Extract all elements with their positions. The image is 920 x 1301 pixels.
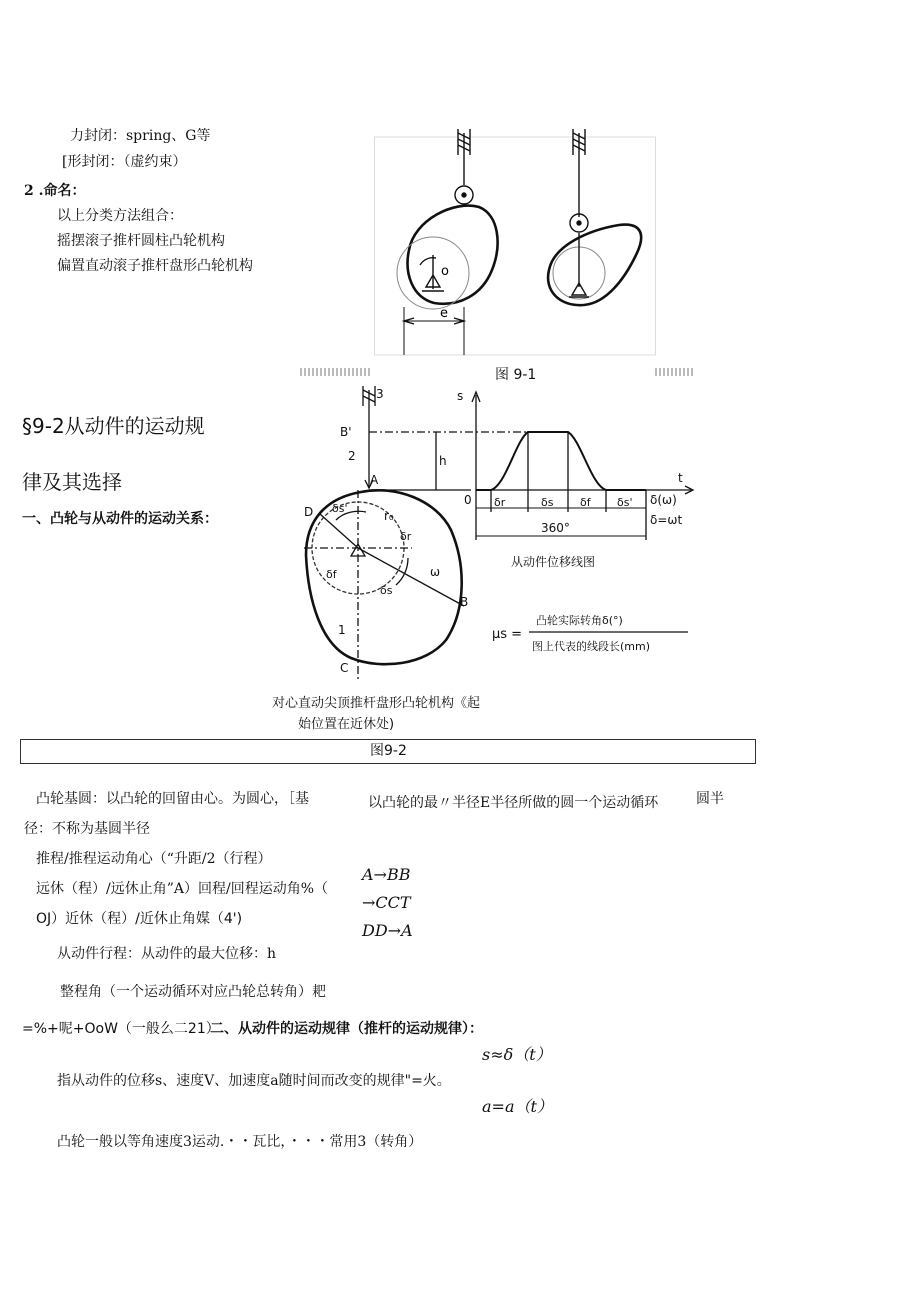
base-circle-line-d: 径：不称为基圆半径: [24, 821, 150, 837]
label-delta-s-prime: δs': [332, 502, 348, 515]
mu-s-label: μs =: [492, 627, 523, 642]
far-dwell-line: 远休（程）/远休止角”A）回程/回程运动角%（: [36, 881, 329, 897]
figure-9-2-caption-line2: 始位置在近休处): [298, 717, 395, 732]
graph-delta-s: δs: [541, 496, 554, 509]
subsection-2-heading: 二、从动件的运动规律（推杆的运动规律）：: [210, 1021, 483, 1037]
graph-delta-s-prime: δs': [617, 496, 633, 509]
section-heading-part2: 律及其选择: [22, 470, 122, 494]
label-delta-r: δr: [400, 530, 412, 543]
label-2: 2: [348, 449, 356, 463]
label-3: 3: [376, 387, 384, 401]
label-b: B: [460, 595, 469, 609]
label-r0: r₀: [384, 509, 394, 523]
figure-9-2-caption-box: [20, 739, 756, 764]
label-c: C: [340, 661, 349, 675]
caption-rule-left: [300, 368, 370, 376]
figure-9-1-drawing: [374, 125, 656, 357]
example-line-1: 摇摆滚子推杆圆柱凸轮机构: [57, 233, 225, 249]
label-o: o: [441, 264, 449, 279]
mu-denominator: 图上代表的线段长(mm): [532, 640, 651, 653]
formula-dd-a: DD→A: [362, 921, 413, 940]
label-delta-f: δf: [326, 568, 337, 581]
label-delta-eq: δ=ωt: [650, 513, 683, 527]
base-circle-line-a: 凸轮基圆：以凸轮的回留由心。为圆心，［基: [36, 791, 309, 807]
example-line-2: 偏置直动滚子推杆盘形凸轮机构: [57, 258, 253, 274]
near-dwell-line: OJ）近休（程）/近休止角媒（4'): [36, 911, 243, 927]
figure-9-2-drawing: [296, 380, 716, 685]
naming-heading: 2 .命名：: [24, 183, 86, 199]
figure-9-2: [296, 380, 716, 685]
label-d: D: [304, 505, 314, 519]
label-omega: ω: [430, 565, 441, 579]
label-t-axis: t: [678, 471, 683, 485]
angular-speed-line: 凸轮一般以等角速度3运动.・・瓦比，・・・常用3（转角）: [57, 1134, 423, 1150]
rise-angle-line: 推程/推程运动角心（“升距/2（行程）: [36, 851, 272, 867]
base-circle-line-b: 以凸轮的最〃半径E半径所做的圆一个运动循环: [368, 795, 659, 811]
formula-a-bb: A→BB: [362, 865, 411, 884]
section-heading-part1: §9-2从动件的运动规: [22, 414, 205, 438]
total-angle-line: 整程角（一个运动循环对应凸轮总转角）耙: [60, 984, 326, 1000]
label-1: 1: [338, 623, 346, 637]
figure-9-1-caption: 图 9-1: [495, 367, 537, 383]
graph-delta-r: δr: [494, 496, 506, 509]
formula-cct: →CCT: [362, 893, 411, 912]
label-s-axis: s: [457, 389, 464, 403]
graph-title: 从动件位移线图: [511, 555, 596, 569]
caption-rule-right: [655, 368, 693, 376]
label-zero: 0: [464, 493, 472, 507]
formula-s-delta: s≈δ（t）: [482, 1045, 552, 1064]
force-closure-line: 力封闭：spring、G等: [70, 128, 211, 144]
label-delta-s: δs: [380, 584, 393, 597]
base-circle-line-c: 圆半: [696, 791, 724, 807]
graph-delta-f: δf: [580, 496, 591, 509]
label-a: A: [370, 473, 379, 487]
subsection-1-heading: 一、凸轮与从动件的运动关系：: [22, 511, 218, 527]
label-h-left: h: [439, 454, 447, 468]
figure-9-2-caption-line1: 对心直动尖顶推杆盘形凸轮机构《起: [272, 696, 481, 711]
follower-stroke-line: 从动件行程：从动件的最大位移：h: [57, 946, 277, 962]
label-b-prime: B': [340, 425, 352, 439]
figure-9-1: [374, 125, 656, 357]
label-e: e: [440, 306, 448, 321]
form-closure-line: [形封闭：（虚约束）: [62, 154, 187, 170]
formula-a-t: a=a（t）: [482, 1097, 553, 1116]
motion-law-line: 指从动件的位移s、速度V、加速度a随时间而改变的规律"=火。: [57, 1073, 451, 1089]
label-360: 360°: [541, 521, 570, 535]
figure-9-2-caption: 图9-2: [370, 743, 407, 759]
combination-line: 以上分类方法组合：: [57, 208, 183, 224]
label-delta-omega: δ(ω): [650, 493, 677, 507]
mu-numerator: 凸轮实际转角δ(°): [536, 614, 623, 627]
sum-angle-line: =%+呢+OoW（一般么二21）: [22, 1021, 220, 1037]
